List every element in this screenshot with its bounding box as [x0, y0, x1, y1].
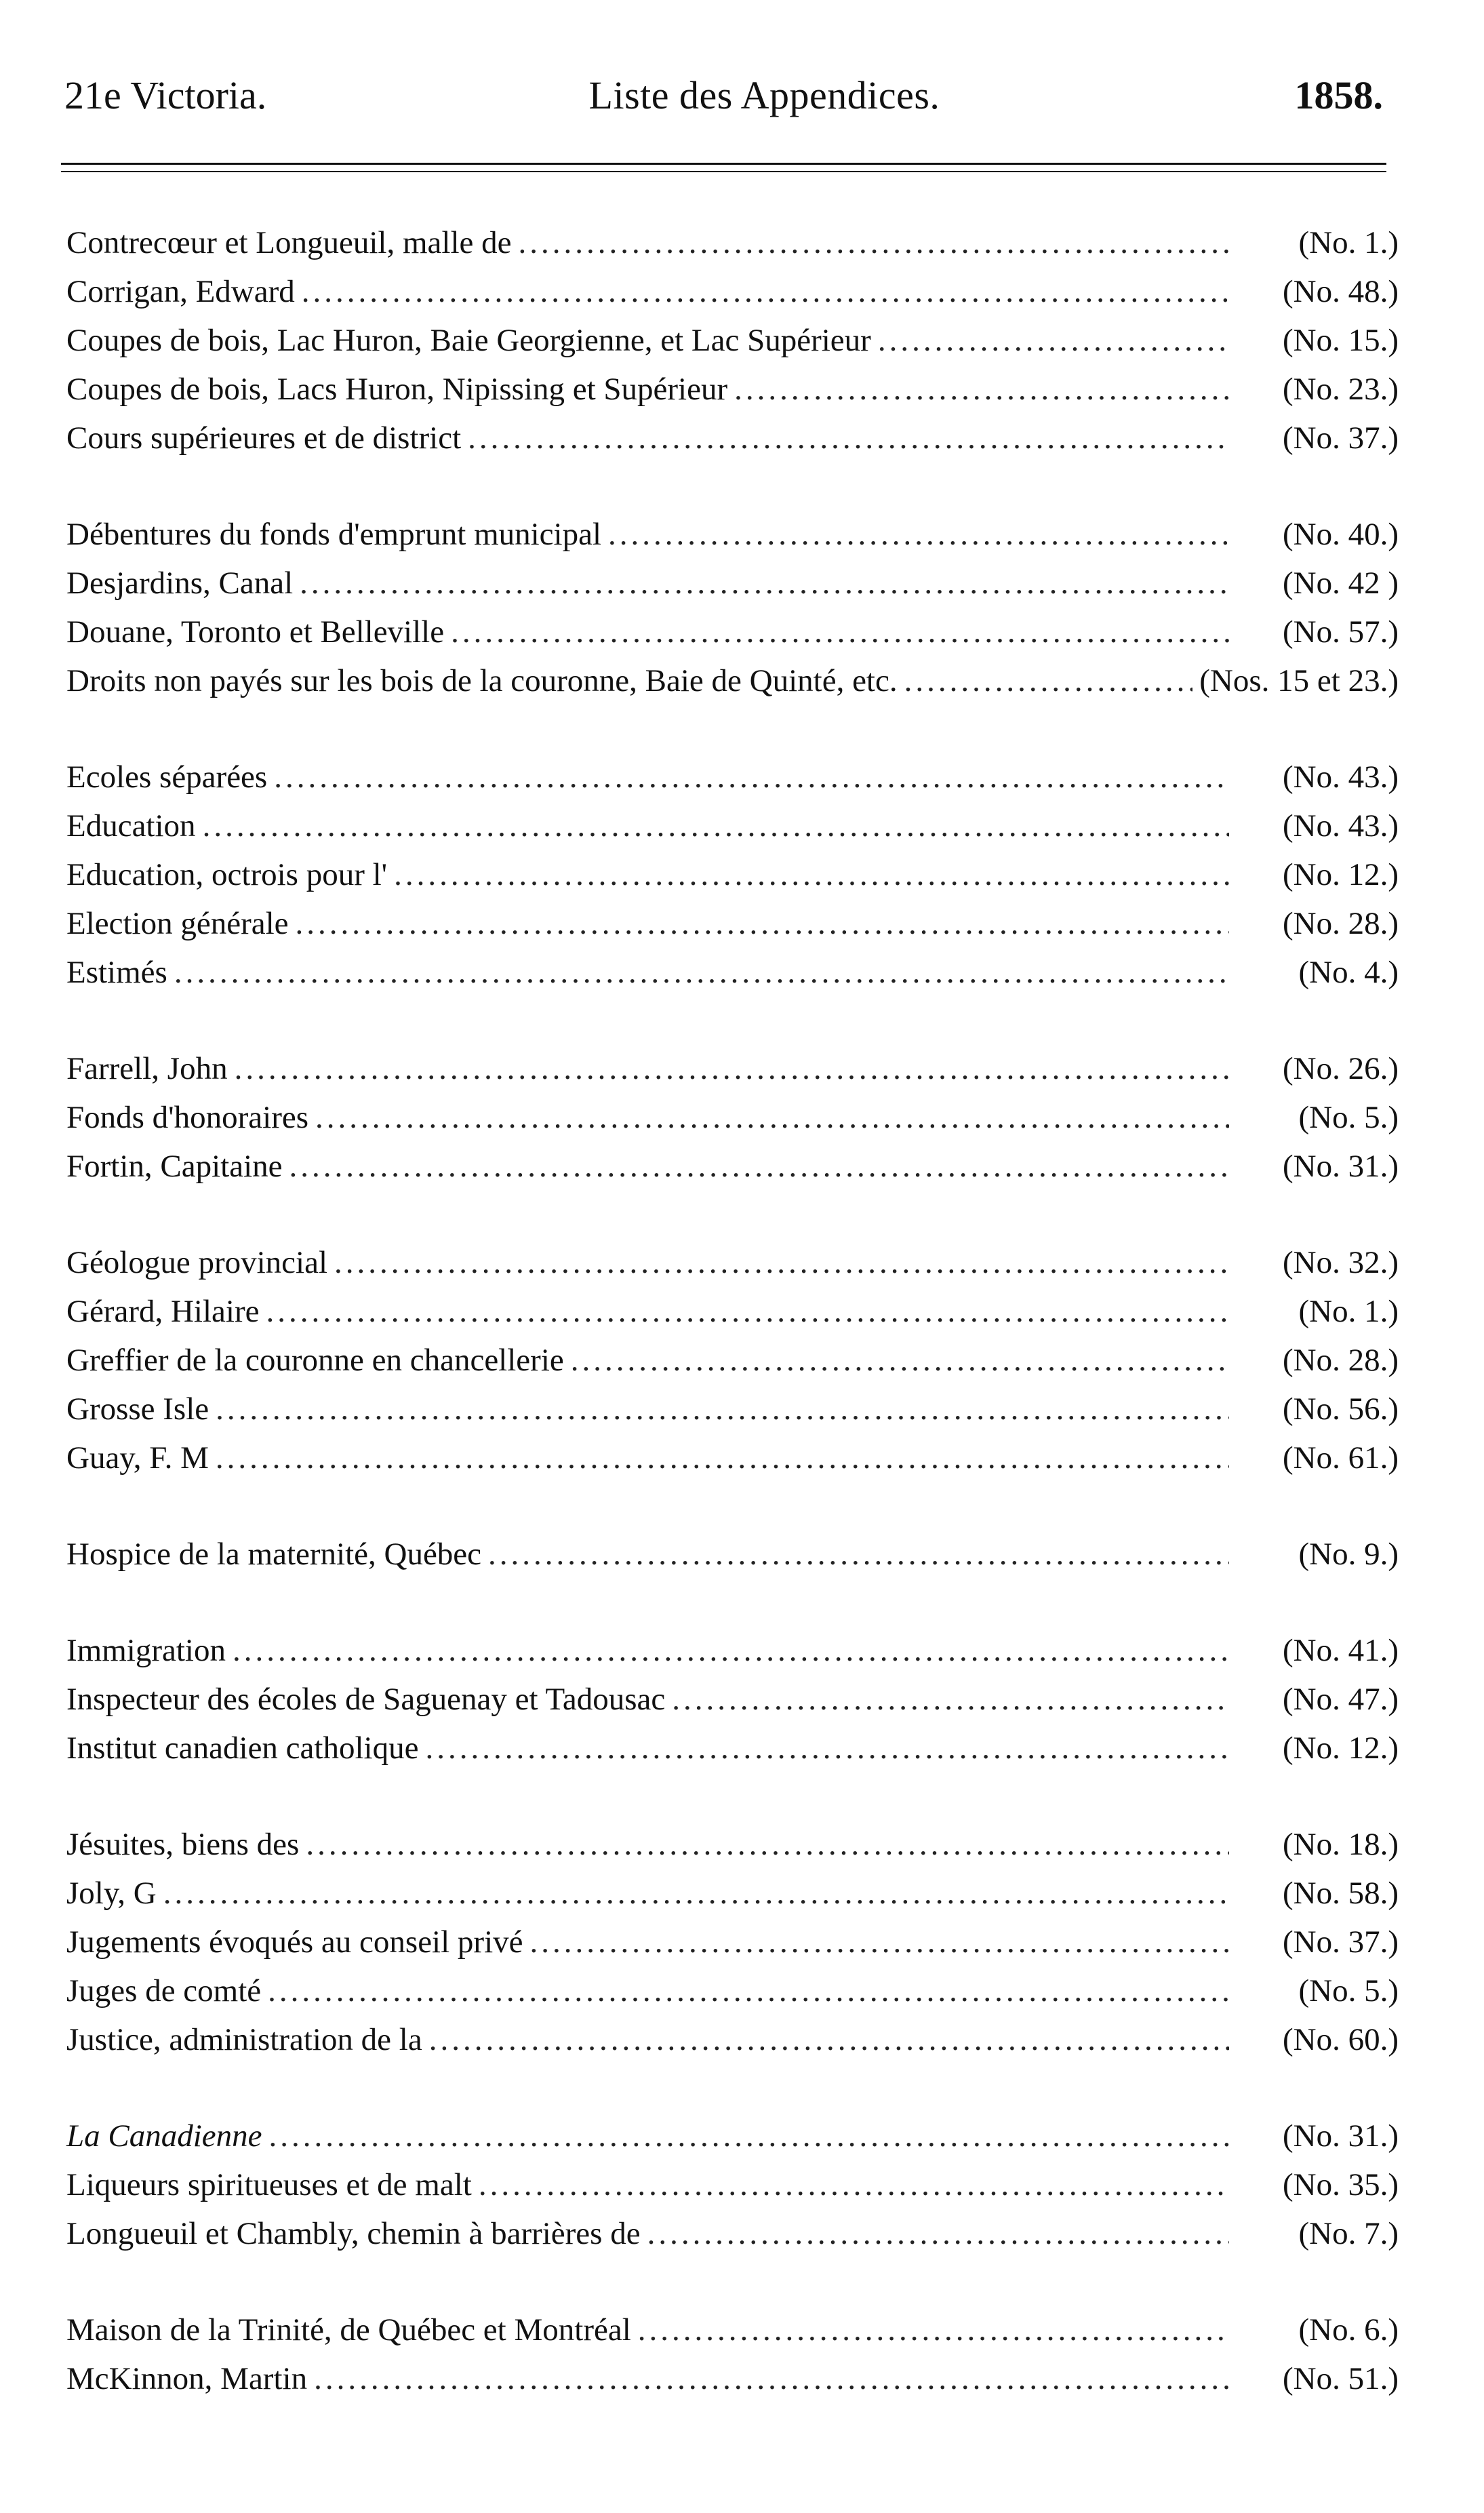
dot-leader: [878, 316, 1229, 365]
entry-title: Education, octrois pour l': [66, 857, 388, 892]
dot-leader: [268, 1966, 1229, 2015]
entry-title: Greffier de la couronne en chancellerie: [66, 1343, 564, 1378]
index-entry: [66, 1820, 1399, 1869]
header-rule-top: [61, 163, 1386, 165]
entry-appendix-number: (No. 12.): [1283, 1730, 1399, 1766]
group-separator: [66, 705, 1399, 753]
entry-appendix-number: (No. 4.): [1298, 955, 1399, 990]
index-entry: [66, 1530, 1399, 1579]
entry-appendix-number: (No. 26.): [1283, 1051, 1399, 1086]
index-entry: [66, 2112, 1399, 2160]
dot-leader: [638, 2306, 1229, 2354]
entry-appendix-number: (No. 51.): [1283, 2361, 1399, 2396]
dot-leader: [479, 2160, 1229, 2209]
index-entry: [66, 2306, 1399, 2354]
index-entry: [66, 850, 1399, 899]
dot-leader: [216, 1433, 1229, 1482]
entry-title: Coupes de bois, Lacs Huron, Nipissing et Supérieur: [66, 372, 728, 407]
index-entry: [66, 1142, 1399, 1191]
entry-title: Immigration: [66, 1633, 226, 1668]
index-entry: [66, 559, 1399, 608]
entry-appendix-number: (No. 37.): [1283, 1924, 1399, 1960]
entry-title: Justice, administration de la: [66, 2022, 422, 2057]
index-entry: [66, 414, 1399, 462]
entry-title: Education: [66, 808, 196, 844]
entry-title: Farrell, John: [66, 1051, 228, 1086]
index-entry: [66, 316, 1399, 365]
dot-leader: [488, 1530, 1229, 1579]
entry-title: Fortin, Capitaine: [66, 1149, 283, 1184]
dot-leader: [203, 802, 1229, 850]
entry-title: Guay, F. M: [66, 1440, 209, 1476]
entry-title: Maison de la Trinité, de Québec et Montréal: [66, 2312, 631, 2348]
entry-appendix-number: (No. 61.): [1283, 1440, 1399, 1476]
entry-appendix-number: (No. 57.): [1283, 614, 1399, 650]
entry-appendix-number: (No. 31.): [1283, 2118, 1399, 2154]
index-entry: [66, 1385, 1399, 1433]
entry-appendix-number: (No. 6.): [1298, 2312, 1399, 2348]
page-header: [64, 64, 1383, 125]
dot-leader: [530, 1918, 1230, 1966]
dot-leader: [233, 1626, 1229, 1675]
entry-appendix-number: (No. 15.): [1283, 323, 1399, 358]
group-separator: [66, 2064, 1399, 2112]
index-entry: [66, 899, 1399, 948]
entry-appendix-number: (No. 56.): [1283, 1391, 1399, 1427]
entry-appendix-number: (No. 43.): [1283, 759, 1399, 795]
group-separator: [66, 2258, 1399, 2306]
index-entry: [66, 656, 1399, 705]
index-entry: [66, 267, 1399, 316]
dot-leader: [269, 2112, 1229, 2160]
index-entry: [66, 1336, 1399, 1385]
group-separator: [66, 1482, 1399, 1530]
dot-leader: [904, 656, 1193, 705]
index-entry: [66, 1287, 1399, 1336]
dot-leader: [274, 753, 1229, 802]
dot-leader: [519, 218, 1230, 267]
entry-title: Douane, Toronto et Belleville: [66, 614, 445, 650]
index-entry: [66, 2160, 1399, 2209]
entry-appendix-number: (No. 47.): [1283, 1682, 1399, 1717]
dot-leader: [235, 1044, 1229, 1093]
index-entry: [66, 2015, 1399, 2064]
dot-leader: [451, 608, 1229, 656]
entry-appendix-number: (No. 9.): [1298, 1537, 1399, 1572]
index-entry: [66, 218, 1399, 267]
group-separator: [66, 1773, 1399, 1820]
entry-title: Coupes de bois, Lac Huron, Baie Georgienne, et Lac Supérieur: [66, 323, 871, 358]
entry-appendix-number: (No. 5.): [1298, 1973, 1399, 2009]
dot-leader: [394, 850, 1229, 899]
index-entry: [66, 802, 1399, 850]
dot-leader: [672, 1675, 1229, 1724]
dot-leader: [468, 414, 1229, 462]
dot-leader: [734, 365, 1229, 414]
index-entry: [66, 2354, 1399, 2403]
entry-appendix-number: (No. 37.): [1283, 420, 1399, 456]
dot-leader: [429, 2015, 1229, 2064]
entry-appendix-number: (No. 31.): [1283, 1149, 1399, 1184]
index-entry: [66, 2209, 1399, 2258]
dot-leader: [334, 1238, 1229, 1287]
dot-leader: [647, 2209, 1229, 2258]
entry-title: Jugements évoqués au conseil privé: [66, 1924, 523, 1960]
entry-title: Cours supérieures et de district: [66, 420, 462, 456]
entry-appendix-number: (No. 42 ): [1283, 566, 1399, 601]
entry-title: Longueuil et Chambly, chemin à barrières de: [66, 2216, 641, 2251]
dot-leader: [314, 2354, 1229, 2403]
entry-title: Joly, G: [66, 1876, 157, 1911]
entry-appendix-number: (No. 7.): [1298, 2216, 1399, 2251]
entry-appendix-number: (No. 28.): [1283, 906, 1399, 941]
index-entry: [66, 1626, 1399, 1675]
index-entry: [66, 948, 1399, 997]
entry-title: Desjardins, Canal: [66, 566, 294, 601]
entry-title: Jésuites, biens des: [66, 1827, 300, 1862]
entry-title: Géologue provincial: [66, 1245, 328, 1280]
entry-title: Liqueurs spiritueuses et de malt: [66, 2167, 472, 2202]
index-entry: [66, 1918, 1399, 1966]
entry-appendix-number: (No. 1.): [1298, 225, 1399, 260]
dot-leader: [571, 1336, 1229, 1385]
entry-appendix-number: (No. 48.): [1283, 274, 1399, 309]
entry-title: Juges de comté: [66, 1973, 262, 2009]
index-entry: [66, 510, 1399, 559]
header-title: Liste des Appendices.: [588, 73, 940, 117]
entry-title: Election générale: [66, 906, 289, 941]
entry-title: La Canadienne: [66, 2118, 262, 2154]
entry-appendix-number: (No. 58.): [1283, 1876, 1399, 1911]
index-entry: [66, 1433, 1399, 1482]
index-entry: [66, 753, 1399, 802]
index-entry: [66, 1238, 1399, 1287]
dot-leader: [289, 1142, 1229, 1191]
entry-title: Estimés: [66, 955, 167, 990]
entry-title: Inspecteur des écoles de Saguenay et Tadousac: [66, 1682, 666, 1717]
index-entry: [66, 1966, 1399, 2015]
entry-appendix-number: (No. 40.): [1283, 517, 1399, 552]
entry-title: Ecoles séparées: [66, 759, 268, 795]
entry-title: Contrecœur et Longueuil, malle de: [66, 225, 512, 260]
index-entry: [66, 608, 1399, 656]
entry-appendix-number: (No. 5.): [1298, 1100, 1399, 1135]
group-separator: [66, 997, 1399, 1044]
dot-leader: [300, 559, 1229, 608]
dot-leader: [306, 1820, 1229, 1869]
entry-title: Fonds d'honoraires: [66, 1100, 309, 1135]
entry-appendix-number: (No. 23.): [1283, 372, 1399, 407]
header-year: 1858.: [1294, 73, 1383, 117]
dot-leader: [163, 1869, 1229, 1918]
dot-leader: [296, 899, 1229, 948]
entry-appendix-number: (No. 60.): [1283, 2022, 1399, 2057]
entry-appendix-number: (No. 35.): [1283, 2167, 1399, 2202]
index-entry: [66, 1724, 1399, 1773]
index-entry: [66, 1869, 1399, 1918]
appendix-index-list: [66, 218, 1399, 2403]
index-entry: [66, 1093, 1399, 1142]
dot-leader: [302, 267, 1229, 316]
entry-appendix-number: (No. 28.): [1283, 1343, 1399, 1378]
entry-title: Hospice de la maternité, Québec: [66, 1537, 482, 1572]
dot-leader: [174, 948, 1229, 997]
group-separator: [66, 462, 1399, 510]
index-entry: [66, 1044, 1399, 1093]
dot-leader: [425, 1724, 1229, 1773]
dot-leader: [266, 1287, 1229, 1336]
entry-title: Institut canadien catholique: [66, 1730, 419, 1766]
entry-title: Droits non payés sur les bois de la couronne, Baie de Quinté, etc.: [66, 663, 898, 698]
entry-title: Corrigan, Edward: [66, 274, 295, 309]
entry-title: Grosse Isle: [66, 1391, 209, 1427]
header-rule-bottom: [61, 171, 1386, 172]
index-entry: [66, 365, 1399, 414]
group-separator: [66, 1579, 1399, 1626]
entry-appendix-number: (No. 32.): [1283, 1245, 1399, 1280]
entry-title: Gérard, Hilaire: [66, 1294, 260, 1329]
dot-leader: [608, 510, 1229, 559]
entry-appendix-number: (Nos. 15 et 23.): [1199, 663, 1399, 698]
entry-appendix-number: (No. 1.): [1298, 1294, 1399, 1329]
entry-appendix-number: (No. 41.): [1283, 1633, 1399, 1668]
header-session: 21e Victoria.: [64, 73, 267, 117]
dot-leader: [315, 1093, 1229, 1142]
entry-appendix-number: (No. 12.): [1283, 857, 1399, 892]
dot-leader: [216, 1385, 1229, 1433]
entry-title: McKinnon, Martin: [66, 2361, 308, 2396]
index-entry: [66, 1675, 1399, 1724]
entry-appendix-number: (No. 18.): [1283, 1827, 1399, 1862]
group-separator: [66, 1191, 1399, 1238]
entry-appendix-number: (No. 43.): [1283, 808, 1399, 844]
entry-title: Débentures du fonds d'emprunt municipal: [66, 517, 602, 552]
